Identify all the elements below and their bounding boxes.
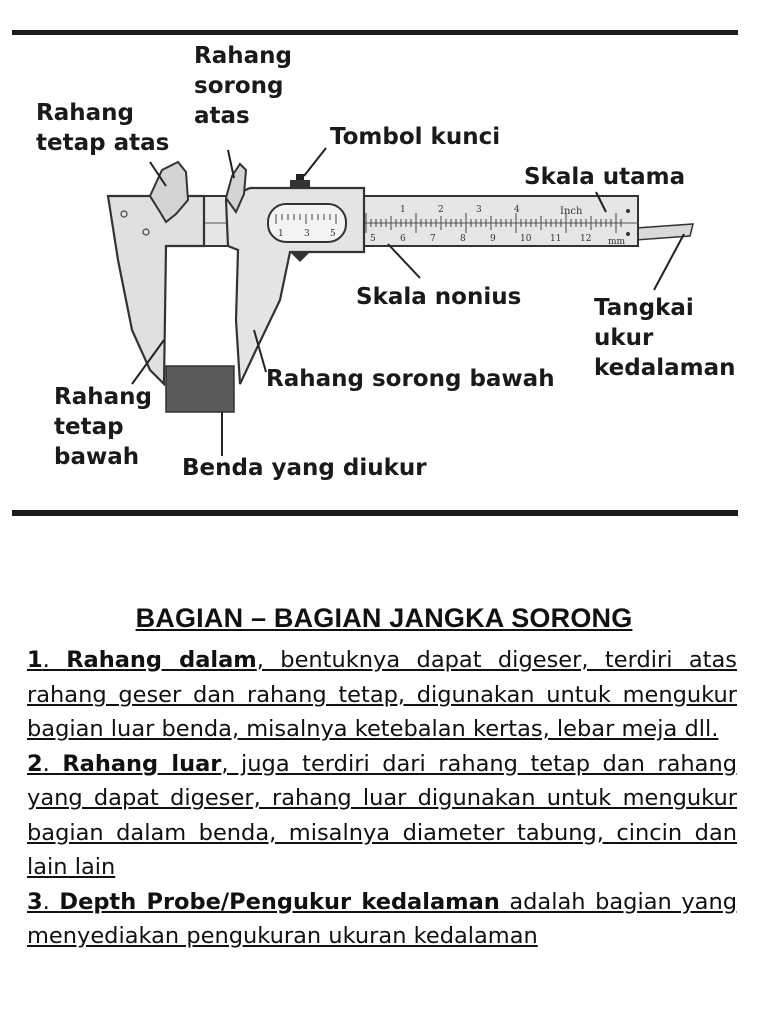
- label-skala-nonius: Skala nonius: [356, 284, 522, 310]
- list-item: 3. Depth Probe/Pengukur kedalaman adalah bagian yang menyediakan pengukuran ukuran kedalaman: [27, 888, 737, 949]
- vernier-number: 3: [304, 229, 310, 239]
- item-term: Rahang dalam: [66, 647, 257, 673]
- frame-bottom-border: [12, 510, 738, 516]
- label-rahang-sorong-atas: Rahang sorong atas: [194, 43, 292, 129]
- vernier-number: 5: [330, 229, 336, 239]
- vernier-number: 1: [278, 229, 284, 239]
- item-number: 1: [27, 647, 43, 673]
- item-description: , juga terdiri dari rahang tetap dan rahang yang dapat digeser, rahang luar digunakan untuk mengukur bagian dalam benda, misalnya diameter tabung, cincin dan lain lain: [27, 750, 737, 880]
- mm-number: 5: [370, 234, 376, 244]
- mm-number: 8: [460, 234, 466, 244]
- label-tombol-kunci: Tombol kunci: [330, 124, 501, 150]
- mm-number: 6: [400, 234, 406, 244]
- depth-rod: [636, 224, 693, 240]
- inch-number: 4: [514, 205, 520, 215]
- mm-number: 7: [430, 234, 436, 244]
- label-rahang-tetap-atas: Rahang tetap atas: [36, 100, 170, 156]
- mm-number: 12: [580, 234, 592, 244]
- section-body: [27, 643, 737, 954]
- item-term: Rahang luar: [62, 750, 222, 777]
- label-rahang-tetap-bawah: Rahang tetap bawah: [54, 384, 152, 470]
- mm-number: 11: [550, 234, 562, 244]
- label-benda-yang-diukur: Benda yang diukur: [182, 455, 427, 481]
- label-skala-utama: Skala utama: [524, 164, 686, 190]
- inch-number: 2: [438, 205, 444, 215]
- measured-object: [166, 366, 234, 412]
- inch-number: 3: [476, 205, 482, 215]
- inch-number: 1: [400, 205, 406, 215]
- label-tangkai-ukur-kedalaman: Tangkai ukur kedalaman: [594, 295, 736, 381]
- item-description: adalah bagian yang menyediakan pengukuran ukuran kedalaman: [27, 888, 737, 949]
- lock-screw: [290, 180, 310, 188]
- mm-unit-label: mm: [608, 237, 626, 247]
- list-item: 2. Rahang luar, juga terdiri dari rahang tetap dan rahang yang dapat digeser, rahang luar digunakan untuk mengukur bagian dalam benda, misalnya diameter tabung, cincin dan lain lain: [27, 750, 737, 880]
- mm-number: 9: [490, 234, 496, 244]
- mm-number: 10: [520, 234, 532, 244]
- item-description: , bentuknya dapat digeser, terdiri atas rahang geser dan rahang tetap, digunakan untuk mengukur bagian luar benda, misalnya ketebalan kertas, lebar meja dll.: [27, 647, 737, 742]
- section-title: BAGIAN – BAGIAN JANGKA SORONG: [135, 603, 633, 633]
- list-item: 1. Rahang dalam, bentuknya dapat digeser, terdiri atas rahang geser dan rahang tetap, digunakan untuk mengukur bagian luar benda, misalnya ketebalan kertas, lebar meja dll.: [27, 647, 737, 742]
- item-term: Depth Probe/Pengukur kedalaman: [59, 888, 500, 915]
- frame-top-border: [12, 30, 738, 35]
- label-rahang-sorong-bawah: Rahang sorong bawah: [266, 366, 555, 392]
- fixed-jaw: [108, 196, 204, 384]
- inch-unit-label: Inch: [560, 206, 583, 217]
- item-number: 3: [27, 888, 43, 915]
- item-number: 2: [27, 750, 43, 777]
